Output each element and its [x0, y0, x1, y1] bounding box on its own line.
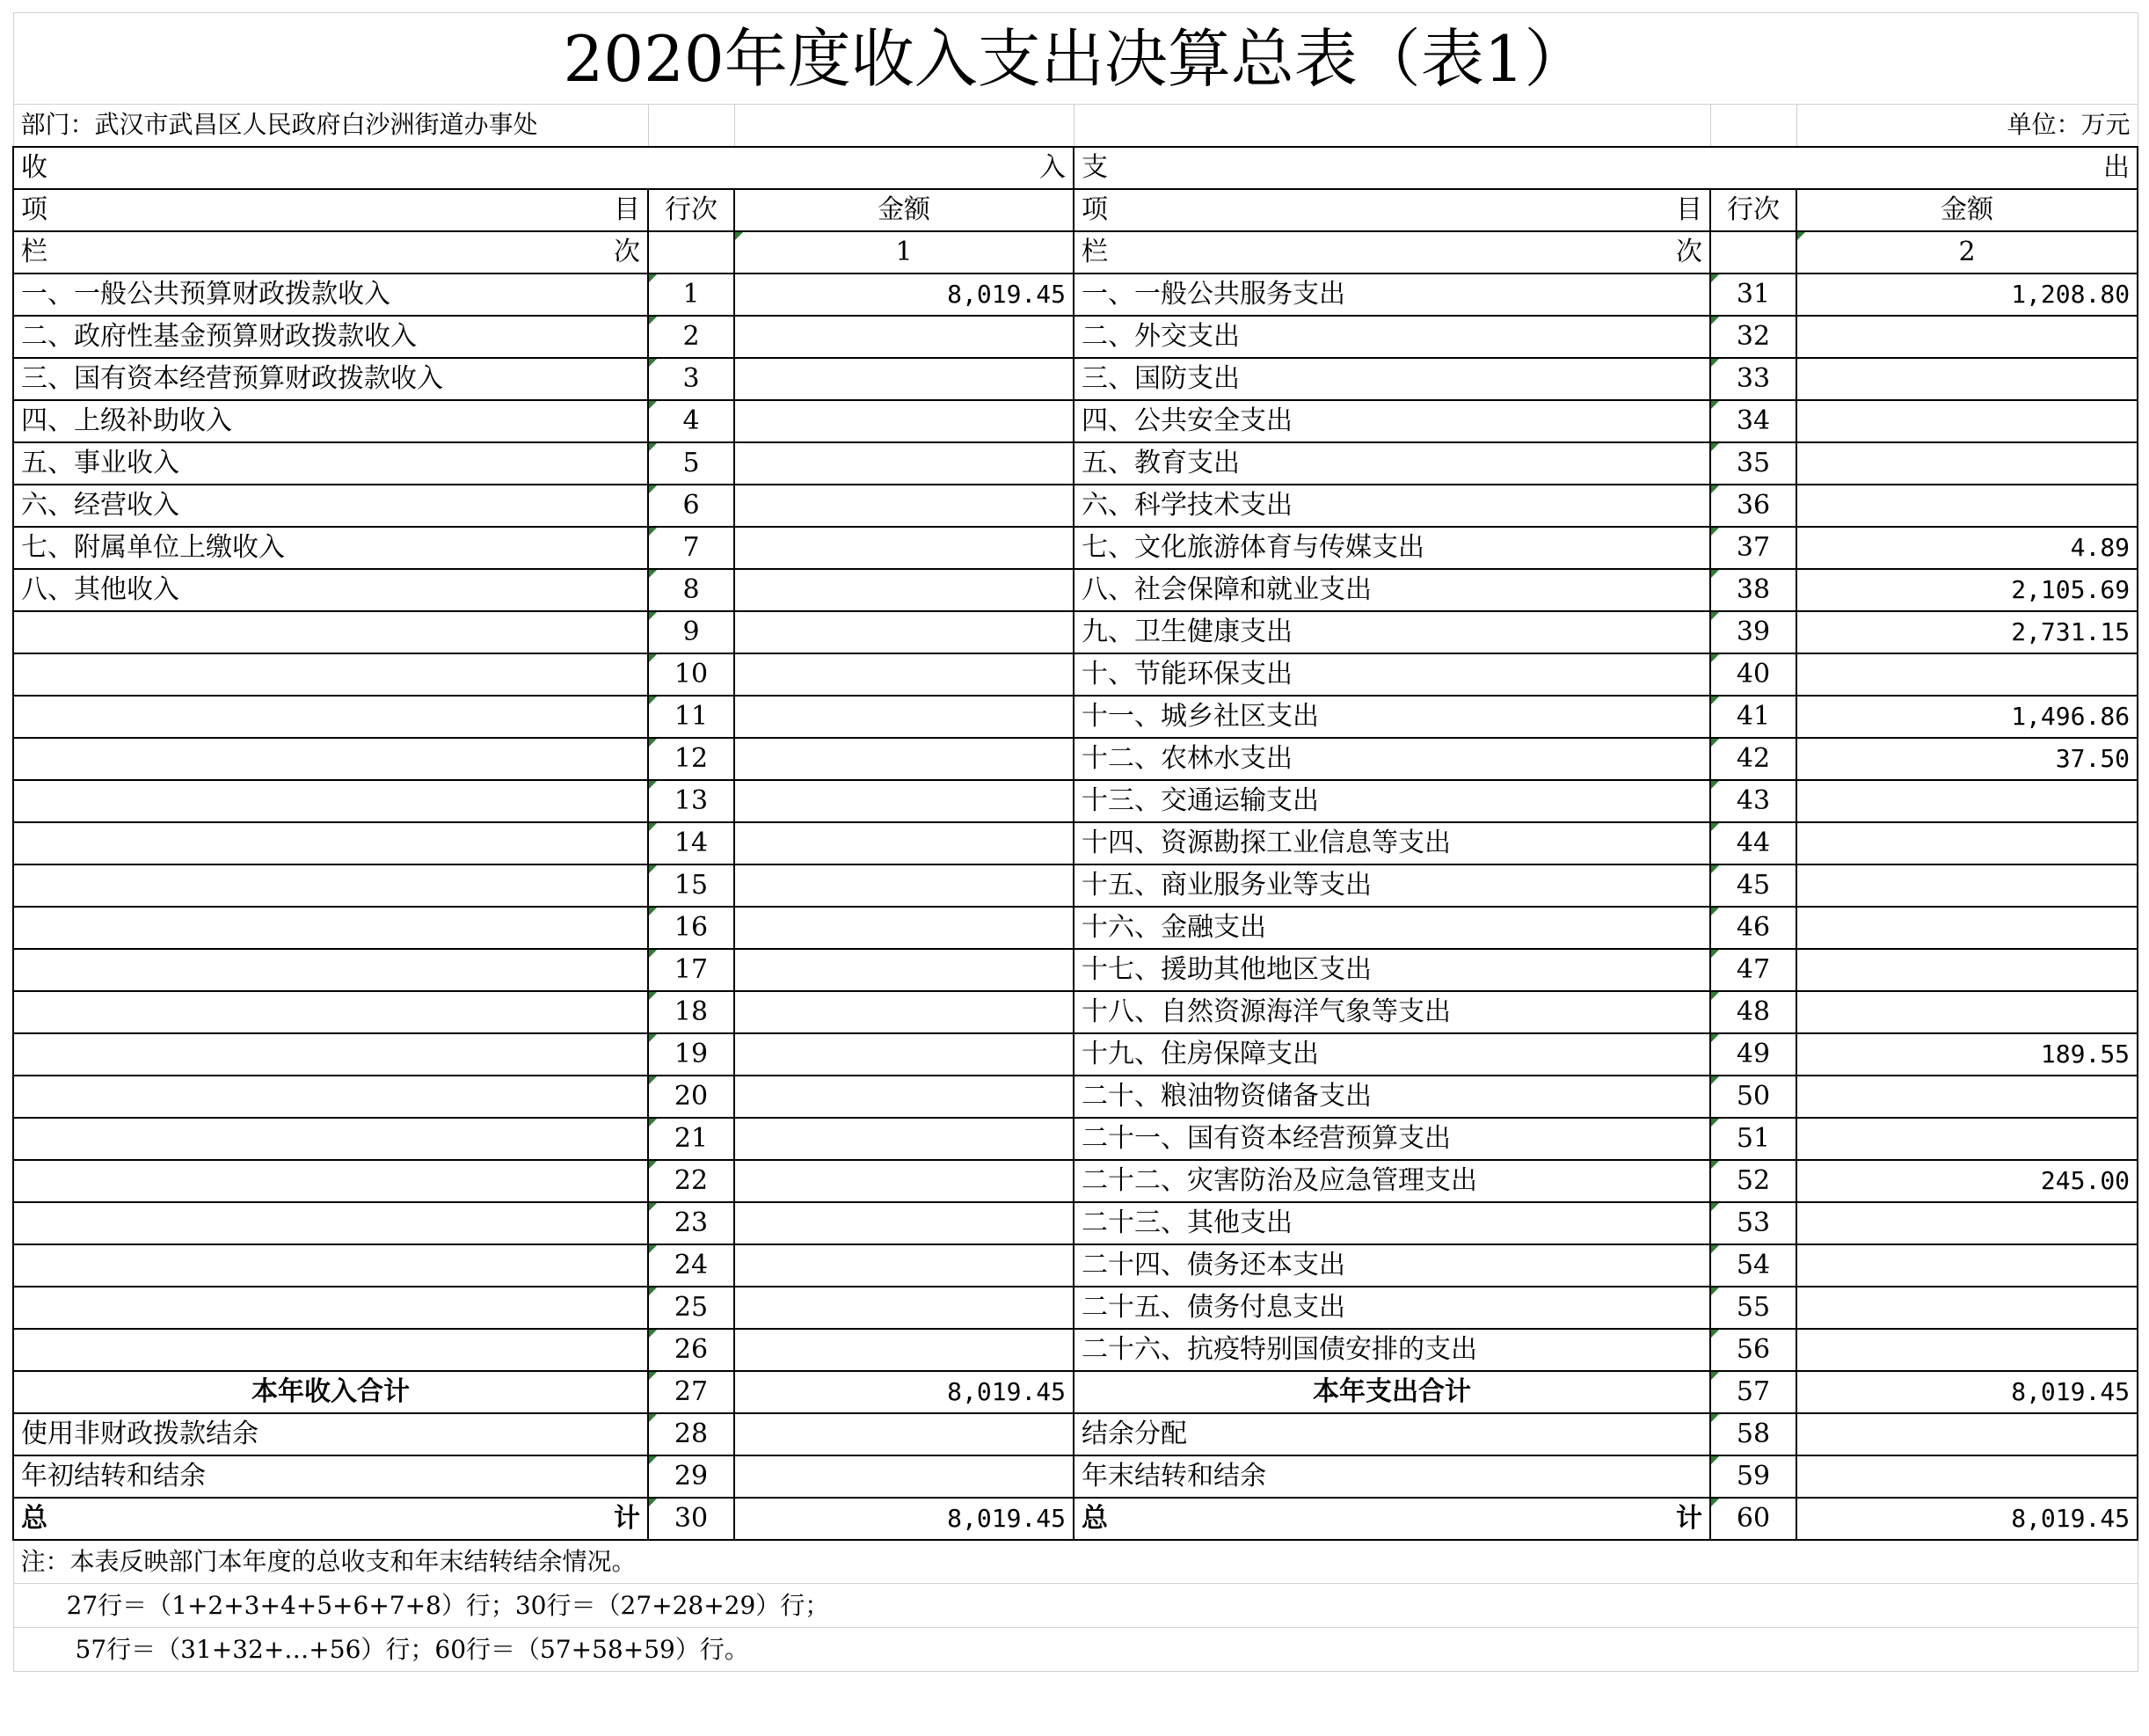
page-title: 2020年度收入支出决算总表（表1） — [13, 13, 2138, 105]
expense-row-number: 48 — [1710, 991, 1796, 1033]
income-row-number: 7 — [648, 527, 734, 569]
income-item-label: 使用非财政拨款结余 — [13, 1413, 648, 1455]
final-accounts-table — [12, 12, 2138, 1672]
expense-row-number: 31 — [1710, 274, 1796, 316]
income-header-right: 入 — [1039, 151, 1066, 183]
income-row-number: 25 — [648, 1287, 734, 1329]
expense-row-number: 45 — [1710, 864, 1796, 907]
expense-row-no-header: 行次 — [1710, 189, 1796, 231]
income-amount — [734, 1076, 1074, 1118]
income-row-number: 1 — [648, 274, 734, 316]
expense-item-label: 五、教育支出 — [1074, 442, 1710, 485]
income-amount — [734, 738, 1074, 780]
income-amount: 8,019.45 — [734, 274, 1074, 316]
expense-amount: 245.00 — [1796, 1160, 2138, 1202]
expense-amount: 1,208.80 — [1796, 274, 2138, 316]
income-item-label — [13, 780, 648, 822]
income-item-label — [13, 949, 648, 991]
income-amount — [734, 358, 1074, 400]
income-amount — [734, 1118, 1074, 1160]
income-row-number: 26 — [648, 1329, 734, 1371]
column-header-row — [13, 189, 2138, 231]
income-row-number: 29 — [648, 1455, 734, 1498]
expense-row-number: 34 — [1710, 400, 1796, 442]
income-item-label: 七、附属单位上缴收入 — [13, 527, 648, 569]
income-amount — [734, 991, 1074, 1033]
income-item-label — [13, 611, 648, 653]
income-header-left: 收 — [21, 151, 47, 183]
expense-amount: 189.55 — [1796, 1033, 2138, 1076]
table-row — [13, 1202, 2138, 1244]
section-row — [13, 147, 2138, 189]
expense-amount — [1796, 1244, 2138, 1287]
expense-item-label: 二、外交支出 — [1074, 316, 1710, 358]
expense-row-number: 53 — [1710, 1202, 1796, 1244]
expense-item-label: 九、卫生健康支出 — [1074, 611, 1710, 653]
income-item-label — [13, 1202, 648, 1244]
total-row — [13, 1498, 2138, 1540]
income-item-label — [13, 822, 648, 864]
income-total-amount: 8,019.45 — [734, 1498, 1074, 1540]
income-row-number: 11 — [648, 696, 734, 738]
subtotal-row — [13, 1371, 2138, 1413]
total-label-right: 计 — [614, 1502, 640, 1534]
income-amount — [734, 653, 1074, 696]
income-amount — [734, 1455, 1074, 1498]
income-item-label: 三、国有资本经营预算财政拨款收入 — [13, 358, 648, 400]
expense-item-label: 十七、援助其他地区支出 — [1074, 949, 1710, 991]
income-row-number: 10 — [648, 653, 734, 696]
expense-row-number: 47 — [1710, 949, 1796, 991]
income-subtotal-row-number: 27 — [648, 1371, 734, 1413]
column-index-row — [13, 231, 2138, 274]
income-row-number: 14 — [648, 822, 734, 864]
table-row — [13, 949, 2138, 991]
income-amount — [734, 442, 1074, 485]
income-row-number: 2 — [648, 316, 734, 358]
expense-column-index-label — [1074, 231, 1710, 274]
income-row-number: 23 — [648, 1202, 734, 1244]
income-row-number: 21 — [648, 1118, 734, 1160]
note-row — [13, 1584, 2138, 1628]
expense-amount-header: 金额 — [1796, 189, 2138, 231]
expense-row-number: 54 — [1710, 1244, 1796, 1287]
expense-subtotal-label: 本年支出合计 — [1074, 1371, 1710, 1413]
table-row — [13, 569, 2138, 611]
expense-subtotal-row-number: 57 — [1710, 1371, 1796, 1413]
expense-item-label: 二十六、抗疫特别国债安排的支出 — [1074, 1329, 1710, 1371]
table-row — [13, 822, 2138, 864]
table-body — [13, 13, 2138, 1672]
income-amount — [734, 485, 1074, 527]
expense-item-label: 二十一、国有资本经营预算支出 — [1074, 1118, 1710, 1160]
income-row-number: 16 — [648, 907, 734, 949]
income-amount — [734, 611, 1074, 653]
total-label-right: 计 — [1676, 1502, 1702, 1534]
expense-amount — [1796, 1202, 2138, 1244]
column-label-right: 次 — [614, 236, 640, 267]
income-amount — [734, 696, 1074, 738]
table-row — [13, 527, 2138, 569]
expense-amount — [1796, 949, 2138, 991]
footnote-text: 57行＝（31+32+…+56）行；60行＝（57+58+59）行。 — [13, 1628, 2138, 1672]
income-row-number: 6 — [648, 485, 734, 527]
table-row — [13, 696, 2138, 738]
income-row-number: 28 — [648, 1413, 734, 1455]
expense-amount — [1796, 442, 2138, 485]
expense-item-label: 十八、自然资源海洋气象等支出 — [1074, 991, 1710, 1033]
income-item-label — [13, 1160, 648, 1202]
table-row — [13, 1413, 2138, 1455]
expense-amount — [1796, 653, 2138, 696]
table-row — [13, 442, 2138, 485]
income-row-number: 17 — [648, 949, 734, 991]
expense-column-number: 2 — [1796, 231, 2138, 274]
department-label: 部门：武汉市武昌区人民政府白沙洲街道办事处 — [13, 105, 648, 147]
income-item-label — [13, 907, 648, 949]
table-row — [13, 738, 2138, 780]
income-amount — [734, 1033, 1074, 1076]
expense-item-label: 十二、农林水支出 — [1074, 738, 1710, 780]
expense-amount: 2,105.69 — [1796, 569, 2138, 611]
expense-item-label: 二十三、其他支出 — [1074, 1202, 1710, 1244]
total-label-left: 总 — [1082, 1502, 1108, 1534]
expense-total-amount: 8,019.45 — [1796, 1498, 2138, 1540]
income-column-number: 1 — [734, 231, 1074, 274]
income-item-label: 八、其他收入 — [13, 569, 648, 611]
income-row-number: 24 — [648, 1244, 734, 1287]
income-row-number: 22 — [648, 1160, 734, 1202]
income-amount — [734, 1329, 1074, 1371]
income-amount — [734, 949, 1074, 991]
expense-item-label: 十、节能环保支出 — [1074, 653, 1710, 696]
expense-amount — [1796, 907, 2138, 949]
income-item-label — [13, 1329, 648, 1371]
title-row — [13, 13, 2138, 105]
income-amount — [734, 400, 1074, 442]
expense-amount — [1796, 991, 2138, 1033]
income-amount — [734, 1287, 1074, 1329]
expense-section-header — [1074, 147, 2138, 189]
income-subtotal-amount: 8,019.45 — [734, 1371, 1074, 1413]
empty-cell — [648, 231, 734, 274]
income-row-number: 9 — [648, 611, 734, 653]
expense-item-label: 十六、金融支出 — [1074, 907, 1710, 949]
income-section-header — [13, 147, 1074, 189]
table-row — [13, 907, 2138, 949]
expense-row-number: 38 — [1710, 569, 1796, 611]
expense-item-label: 八、社会保障和就业支出 — [1074, 569, 1710, 611]
expense-row-number: 50 — [1710, 1076, 1796, 1118]
expense-row-number: 36 — [1710, 485, 1796, 527]
table-row — [13, 400, 2138, 442]
income-amount — [734, 822, 1074, 864]
column-label-left: 栏 — [21, 236, 47, 267]
expense-amount — [1796, 485, 2138, 527]
income-row-number: 20 — [648, 1076, 734, 1118]
table-row — [13, 864, 2138, 907]
income-amount — [734, 527, 1074, 569]
expense-row-number: 55 — [1710, 1287, 1796, 1329]
item-header-left: 项 — [21, 193, 47, 225]
expense-amount — [1796, 1118, 2138, 1160]
expense-item-label: 二十二、灾害防治及应急管理支出 — [1074, 1160, 1710, 1202]
table-row — [13, 1287, 2138, 1329]
income-amount — [734, 907, 1074, 949]
empty-cell — [648, 105, 734, 147]
expense-row-number: 40 — [1710, 653, 1796, 696]
table-row — [13, 1329, 2138, 1371]
income-amount — [734, 1202, 1074, 1244]
footnote-text: 注：本表反映部门本年度的总收支和年末结转结余情况。 — [13, 1540, 2138, 1584]
expense-item-label: 十九、住房保障支出 — [1074, 1033, 1710, 1076]
dept-row — [13, 105, 2138, 147]
expense-item-label: 三、国防支出 — [1074, 358, 1710, 400]
expense-row-number: 39 — [1710, 611, 1796, 653]
item-header-right: 目 — [1676, 193, 1702, 225]
expense-item-label: 七、文化旅游体育与传媒支出 — [1074, 527, 1710, 569]
income-item-label: 六、经营收入 — [13, 485, 648, 527]
income-item-label — [13, 1244, 648, 1287]
expense-item-label: 十三、交通运输支出 — [1074, 780, 1710, 822]
table-row — [13, 1455, 2138, 1498]
income-row-number: 12 — [648, 738, 734, 780]
table-row — [13, 991, 2138, 1033]
income-row-number: 5 — [648, 442, 734, 485]
expense-amount — [1796, 1413, 2138, 1455]
expense-row-number: 52 — [1710, 1160, 1796, 1202]
item-header-left: 项 — [1082, 193, 1108, 225]
expense-item-header — [1074, 189, 1710, 231]
income-row-no-header: 行次 — [648, 189, 734, 231]
table-row — [13, 358, 2138, 400]
table-row — [13, 653, 2138, 696]
expense-total-label — [1074, 1498, 1710, 1540]
expense-amount: 2,731.15 — [1796, 611, 2138, 653]
expense-item-label: 十五、商业服务业等支出 — [1074, 864, 1710, 907]
expense-item-label: 十一、城乡社区支出 — [1074, 696, 1710, 738]
expense-amount — [1796, 864, 2138, 907]
expense-row-number: 35 — [1710, 442, 1796, 485]
income-row-number: 19 — [648, 1033, 734, 1076]
income-row-number: 13 — [648, 780, 734, 822]
table-row — [13, 1244, 2138, 1287]
income-row-number: 3 — [648, 358, 734, 400]
income-amount — [734, 864, 1074, 907]
income-amount — [734, 780, 1074, 822]
expense-total-row-number: 60 — [1710, 1498, 1796, 1540]
income-row-number: 15 — [648, 864, 734, 907]
income-item-label — [13, 991, 648, 1033]
expense-row-number: 41 — [1710, 696, 1796, 738]
expense-row-number: 44 — [1710, 822, 1796, 864]
expense-subtotal-amount: 8,019.45 — [1796, 1371, 2138, 1413]
expense-item-label: 六、科学技术支出 — [1074, 485, 1710, 527]
income-item-label — [13, 738, 648, 780]
table-row — [13, 611, 2138, 653]
table-row — [13, 316, 2138, 358]
expense-row-number: 58 — [1710, 1413, 1796, 1455]
column-label-left: 栏 — [1082, 236, 1108, 267]
column-label-right: 次 — [1676, 236, 1702, 267]
note-row — [13, 1540, 2138, 1584]
expense-row-number: 46 — [1710, 907, 1796, 949]
income-item-label — [13, 653, 648, 696]
income-row-number: 8 — [648, 569, 734, 611]
unit-label: 单位：万元 — [1796, 105, 2138, 147]
expense-row-number: 42 — [1710, 738, 1796, 780]
income-amount — [734, 1244, 1074, 1287]
income-amount — [734, 1160, 1074, 1202]
income-subtotal-label: 本年收入合计 — [13, 1371, 648, 1413]
expense-amount — [1796, 822, 2138, 864]
empty-cell — [1710, 105, 1796, 147]
income-total-row-number: 30 — [648, 1498, 734, 1540]
table-row — [13, 780, 2138, 822]
income-item-label — [13, 1033, 648, 1076]
income-amount-header: 金额 — [734, 189, 1074, 231]
income-item-label: 四、上级补助收入 — [13, 400, 648, 442]
expense-item-label: 四、公共安全支出 — [1074, 400, 1710, 442]
expense-amount: 37.50 — [1796, 738, 2138, 780]
expense-amount — [1796, 1076, 2138, 1118]
income-row-number: 4 — [648, 400, 734, 442]
income-item-label — [13, 1076, 648, 1118]
income-item-label: 二、政府性基金预算财政拨款收入 — [13, 316, 648, 358]
item-header-right: 目 — [614, 193, 640, 225]
expense-row-number: 43 — [1710, 780, 1796, 822]
expense-amount — [1796, 1287, 2138, 1329]
income-item-label: 一、一般公共预算财政拨款收入 — [13, 274, 648, 316]
expense-item-label: 二十四、债务还本支出 — [1074, 1244, 1710, 1287]
expense-item-label: 二十五、债务付息支出 — [1074, 1287, 1710, 1329]
total-label-left: 总 — [21, 1502, 47, 1534]
expense-row-number: 32 — [1710, 316, 1796, 358]
income-total-label — [13, 1498, 648, 1540]
income-item-label — [13, 864, 648, 907]
expense-amount — [1796, 316, 2138, 358]
table-row — [13, 485, 2138, 527]
expense-row-number: 56 — [1710, 1329, 1796, 1371]
expense-item-label: 年末结转和结余 — [1074, 1455, 1710, 1498]
expense-row-number: 33 — [1710, 358, 1796, 400]
expense-header-left: 支 — [1082, 151, 1108, 183]
expense-header-right: 出 — [2103, 151, 2131, 183]
empty-cell — [1074, 105, 1710, 147]
expense-amount — [1796, 780, 2138, 822]
table-row — [13, 1076, 2138, 1118]
expense-amount — [1796, 400, 2138, 442]
expense-row-number: 49 — [1710, 1033, 1796, 1076]
expense-item-label: 一、一般公共服务支出 — [1074, 274, 1710, 316]
footnote-text: 27行＝（1+2+3+4+5+6+7+8）行；30行＝（27+28+29）行； — [13, 1584, 2138, 1628]
income-item-label — [13, 696, 648, 738]
table-row — [13, 1160, 2138, 1202]
income-item-label — [13, 1118, 648, 1160]
expense-item-label: 十四、资源勘探工业信息等支出 — [1074, 822, 1710, 864]
income-amount — [734, 316, 1074, 358]
income-item-label — [13, 1287, 648, 1329]
note-row — [13, 1628, 2138, 1672]
expense-item-label: 二十、粮油物资储备支出 — [1074, 1076, 1710, 1118]
expense-amount: 4.89 — [1796, 527, 2138, 569]
income-amount — [734, 1413, 1074, 1455]
table-row — [13, 1118, 2138, 1160]
expense-row-number: 37 — [1710, 527, 1796, 569]
income-column-index-label — [13, 231, 648, 274]
income-item-header — [13, 189, 648, 231]
expense-amount — [1796, 1329, 2138, 1371]
empty-cell — [1710, 231, 1796, 274]
empty-cell — [734, 105, 1074, 147]
expense-amount — [1796, 1455, 2138, 1498]
income-item-label: 年初结转和结余 — [13, 1455, 648, 1498]
income-item-label: 五、事业收入 — [13, 442, 648, 485]
expense-row-number: 51 — [1710, 1118, 1796, 1160]
expense-amount — [1796, 358, 2138, 400]
expense-amount: 1,496.86 — [1796, 696, 2138, 738]
table-row — [13, 274, 2138, 316]
expense-row-number: 59 — [1710, 1455, 1796, 1498]
income-row-number: 18 — [648, 991, 734, 1033]
income-amount — [734, 569, 1074, 611]
table-row — [13, 1033, 2138, 1076]
expense-item-label: 结余分配 — [1074, 1413, 1710, 1455]
